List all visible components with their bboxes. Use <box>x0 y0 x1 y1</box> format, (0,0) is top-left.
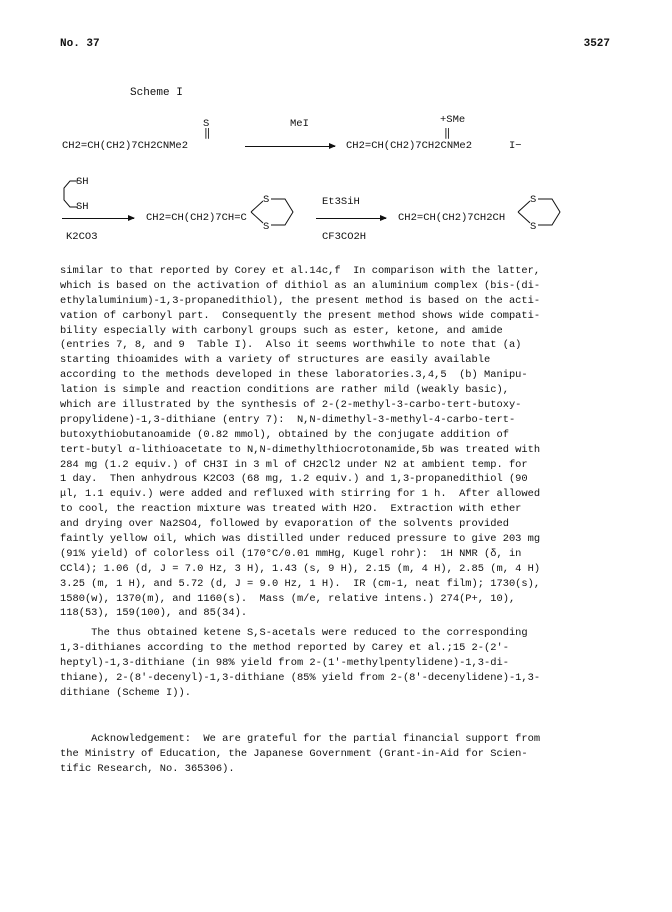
reaction-arrow-2 <box>62 218 134 219</box>
text-line: the Ministry of Education, the Japanese Government (Grant-in-Aid for Scien- <box>60 747 528 760</box>
reaction-arrow-1 <box>245 146 335 147</box>
dithiane-product: CH2=CH(CH2)7CH2CH <box>398 212 506 224</box>
scheme-label: Scheme I <box>130 87 183 99</box>
text-line: starting thioamides with a variety of structures are easily available <box>60 354 491 367</box>
thione-sulfur: S <box>203 118 210 130</box>
body-paragraph-2 <box>60 626 620 700</box>
text-line: which is based on the activation of dithiol as an aluminium complex (bis-(di- <box>60 279 541 292</box>
double-bond-mark: ‖ <box>204 128 211 140</box>
reagent-mei: MeI <box>290 118 309 130</box>
text-line: similar to that reported by Corey et al.14c,f In comparison with the latter, <box>60 265 541 277</box>
thioimidate-sulfur: +SMe <box>440 114 466 126</box>
double-bond-mark-2: ‖ <box>444 128 451 140</box>
dithiol-sh-bottom: SH <box>76 201 89 213</box>
text-line: (entries 7, 8, and 9 Table I). Also it seems worthwhile to note that (a) <box>60 339 522 352</box>
text-line: 1,3-dithianes according to the method reported by Carey et al.;15 2-(2'- <box>60 641 509 654</box>
text-line: ethylaluminium)-1,3-propanedithiol), the present method is based on the acti- <box>60 294 541 307</box>
text-line: thiane), 2-(8'-decenyl)-1,3-dithiane (85% yield from 2-(8'-decenylidene)-1,3- <box>60 671 541 684</box>
text-line: butoxythiobutanoamide (0.82 mmol), obtained by the conjugate addition of <box>60 428 509 441</box>
text-line: to cool, the reaction mixture was treated with H2O. Extraction with ether <box>60 503 522 516</box>
ketene-acetal: CH2=CH(CH2)7CH=C <box>146 212 247 224</box>
text-line: Acknowledgement: We are grateful for the partial financial support from <box>60 733 541 745</box>
reagent-silane: Et3SiH <box>322 196 360 208</box>
text-line: CCl4); 1.06 (d, J = 7.0 Hz, 3 H), 1.43 (s, 9 H), 2.15 (m, 4 H), 2.85 (m, 4 H) <box>60 562 541 575</box>
text-line: faintly yellow oil, which was distilled under reduced pressure to give 203 mg <box>60 533 541 546</box>
reaction-arrow-3 <box>316 218 386 219</box>
text-line: (91% yield) of colorless oil (170°C/0.01 mmHg, Kugel rohr): 1H NMR (δ, in <box>60 547 522 560</box>
text-line: lation is simple and reaction conditions are rather mild (weakly basic), <box>60 384 509 397</box>
text-line: tert-butyl α-lithioacetate to N,N-dimethylthiocrotonamide,5b was treated with <box>60 443 541 456</box>
ring-sulfur-2: S <box>263 221 270 233</box>
text-line: The thus obtained ketene S,S-acetals were reduced to the corresponding <box>60 627 528 639</box>
page-number: 3527 <box>583 38 610 50</box>
text-line: 1 day. Then anhydrous K2CO3 (68 mg, 1.2 equiv.) and 1,3-propanedithiol (90 <box>60 473 528 486</box>
text-line: bility especially with carbonyl groups such as ester, ketone, and amide <box>60 324 503 337</box>
base-k2co3: K2CO3 <box>66 231 98 243</box>
text-line: 284 mg (1.2 equiv.) of CH3I in 3 ml of CH2Cl2 under N2 at ambient temp. for <box>60 458 528 471</box>
text-line: 118(53), 159(100), and 85(34). <box>60 607 248 620</box>
dithiane-ring-product-icon <box>516 191 566 235</box>
text-line: and drying over Na2SO4, followed by evaporation of the solvents provided <box>60 518 509 531</box>
ring-sulfur-3: S <box>530 194 537 206</box>
text-line: dithiane (Scheme I)). <box>60 686 191 699</box>
text-line: vation of carbonyl part. Consequently the present method shows wide compati- <box>60 309 541 322</box>
thioimidate-salt: CH2=CH(CH2)7CH2CNMe2 <box>346 140 473 152</box>
text-line: heptyl)-1,3-dithiane (in 98% yield from 2-(1'-methylpentylidene)-1,3-di- <box>60 656 509 669</box>
text-line: tific Research, No. 365306). <box>60 762 235 775</box>
ring-sulfur-1: S <box>263 194 270 206</box>
text-line: which are illustrated by the synthesis of 2-(2-methyl-3-carbo-tert-butoxy- <box>60 399 522 412</box>
acknowledgement-paragraph <box>60 732 620 777</box>
dithiane-ring-icon <box>249 191 299 235</box>
reagent-tfa: CF3CO2H <box>322 231 367 243</box>
starting-thioamide: CH2=CH(CH2)7CH2CNMe2 <box>62 140 189 152</box>
text-line: according to the methods developed in these laboratories.3,4,5 (b) Manipu- <box>60 369 528 382</box>
text-line: 3.25 (m, 1 H), and 5.72 (d, J = 9.0 Hz, 1 H). IR (cm-1, neat film); 1730(s), <box>60 577 541 590</box>
dithiol-sh-top: SH <box>76 176 89 188</box>
text-line: propylidene)-1,3-dithiane (entry 7): N,N-dimethyl-3-methyl-4-carbo-tert- <box>60 413 516 426</box>
text-line: 1580(w), 1370(m), and 1160(s). Mass (m/e, relative intens.) 274(P+, 10), <box>60 592 516 605</box>
journal-issue: No. 37 <box>60 38 100 50</box>
text-line: μl, 1.1 equiv.) were added and refluxed with stirring for 1 h. After allowed <box>60 488 541 501</box>
body-paragraph-1 <box>60 264 620 621</box>
iodide-counterion: I− <box>509 140 522 152</box>
ring-sulfur-4: S <box>530 221 537 233</box>
